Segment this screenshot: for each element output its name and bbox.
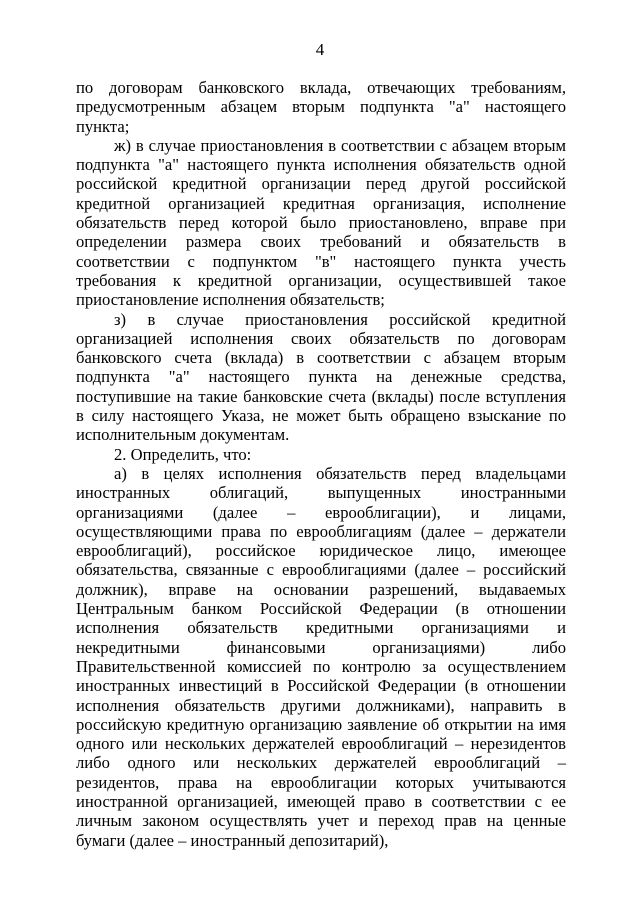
paragraph-item-a: а) в целях исполнения обязательств перед владельцами иностранных облигаций, выпущенных иностранными организациями (далее – еврооблигации), и лицами, осуществляющими права по еврооблигациям (далее – держатели еврооблигаций), российское юридическое лицо, имеющее обязательства, связанные с еврооблигациями (далее – российский должник), вправе на основании разрешений, выдаваемых Центральным банком Российской Федерации (в отношении исполнения обязательств кредитными организациями и некредитными финансовыми организациями) либо Правительственной комиссией по контролю за осуществлением иностранных инвестиций в Российской Федерации (в отношении исполнения обязательств другими должниками), направить в российскую кредитную организацию заявление об открытии на имя одного или нескольких держателей еврооблигаций – нерезидентов либо одного или нескольких держателей еврооблигаций – резидентов, права на еврооблигации которых учитываются иностранной организацией, имеющей право в соответствии с ее личным законом осуществлять учет и переход прав на ценные бумаги (далее – иностранный депозитарий), (76, 463, 566, 850)
paragraph-item-z: з) в случае приостановления российской кредитной организацией исполнения своих обязательств по договорам банковского счета (вклада) в соответствии с абзацем вторым подпункта "а" настоящего пункта на денежные средства, поступившие на такие банковские счета (вклады) после вступления в силу настоящего Указа, не может быть обращено взыскание по исполнительным документам. (76, 309, 566, 445)
page-number: 4 (315, 40, 325, 59)
paragraph-item-zh: ж) в случае приостановления в соответствии с абзацем вторым подпункта "а" настоящего пункта исполнения обязательств одной российской кредитной организации перед другой российской кредитной организацией кредитная организация, исполнение обязательств перед которой было приостановлено, вправе при определении размера своих требований и обязательств в соответствии с подпунктом "в" настоящего пункта учесть требования к кредитной организации, осуществившей такое приостановление исполнения обязательств; (76, 135, 566, 310)
paragraph-section-2-heading: 2. Определить, что: (114, 444, 252, 464)
paragraph-continuation: по договорам банковского вклада, отвечающих требованиям, предусмотренным абзацем вторым подпункта "а" настоящего пункта; (76, 78, 566, 136)
document-body (76, 78, 566, 850)
